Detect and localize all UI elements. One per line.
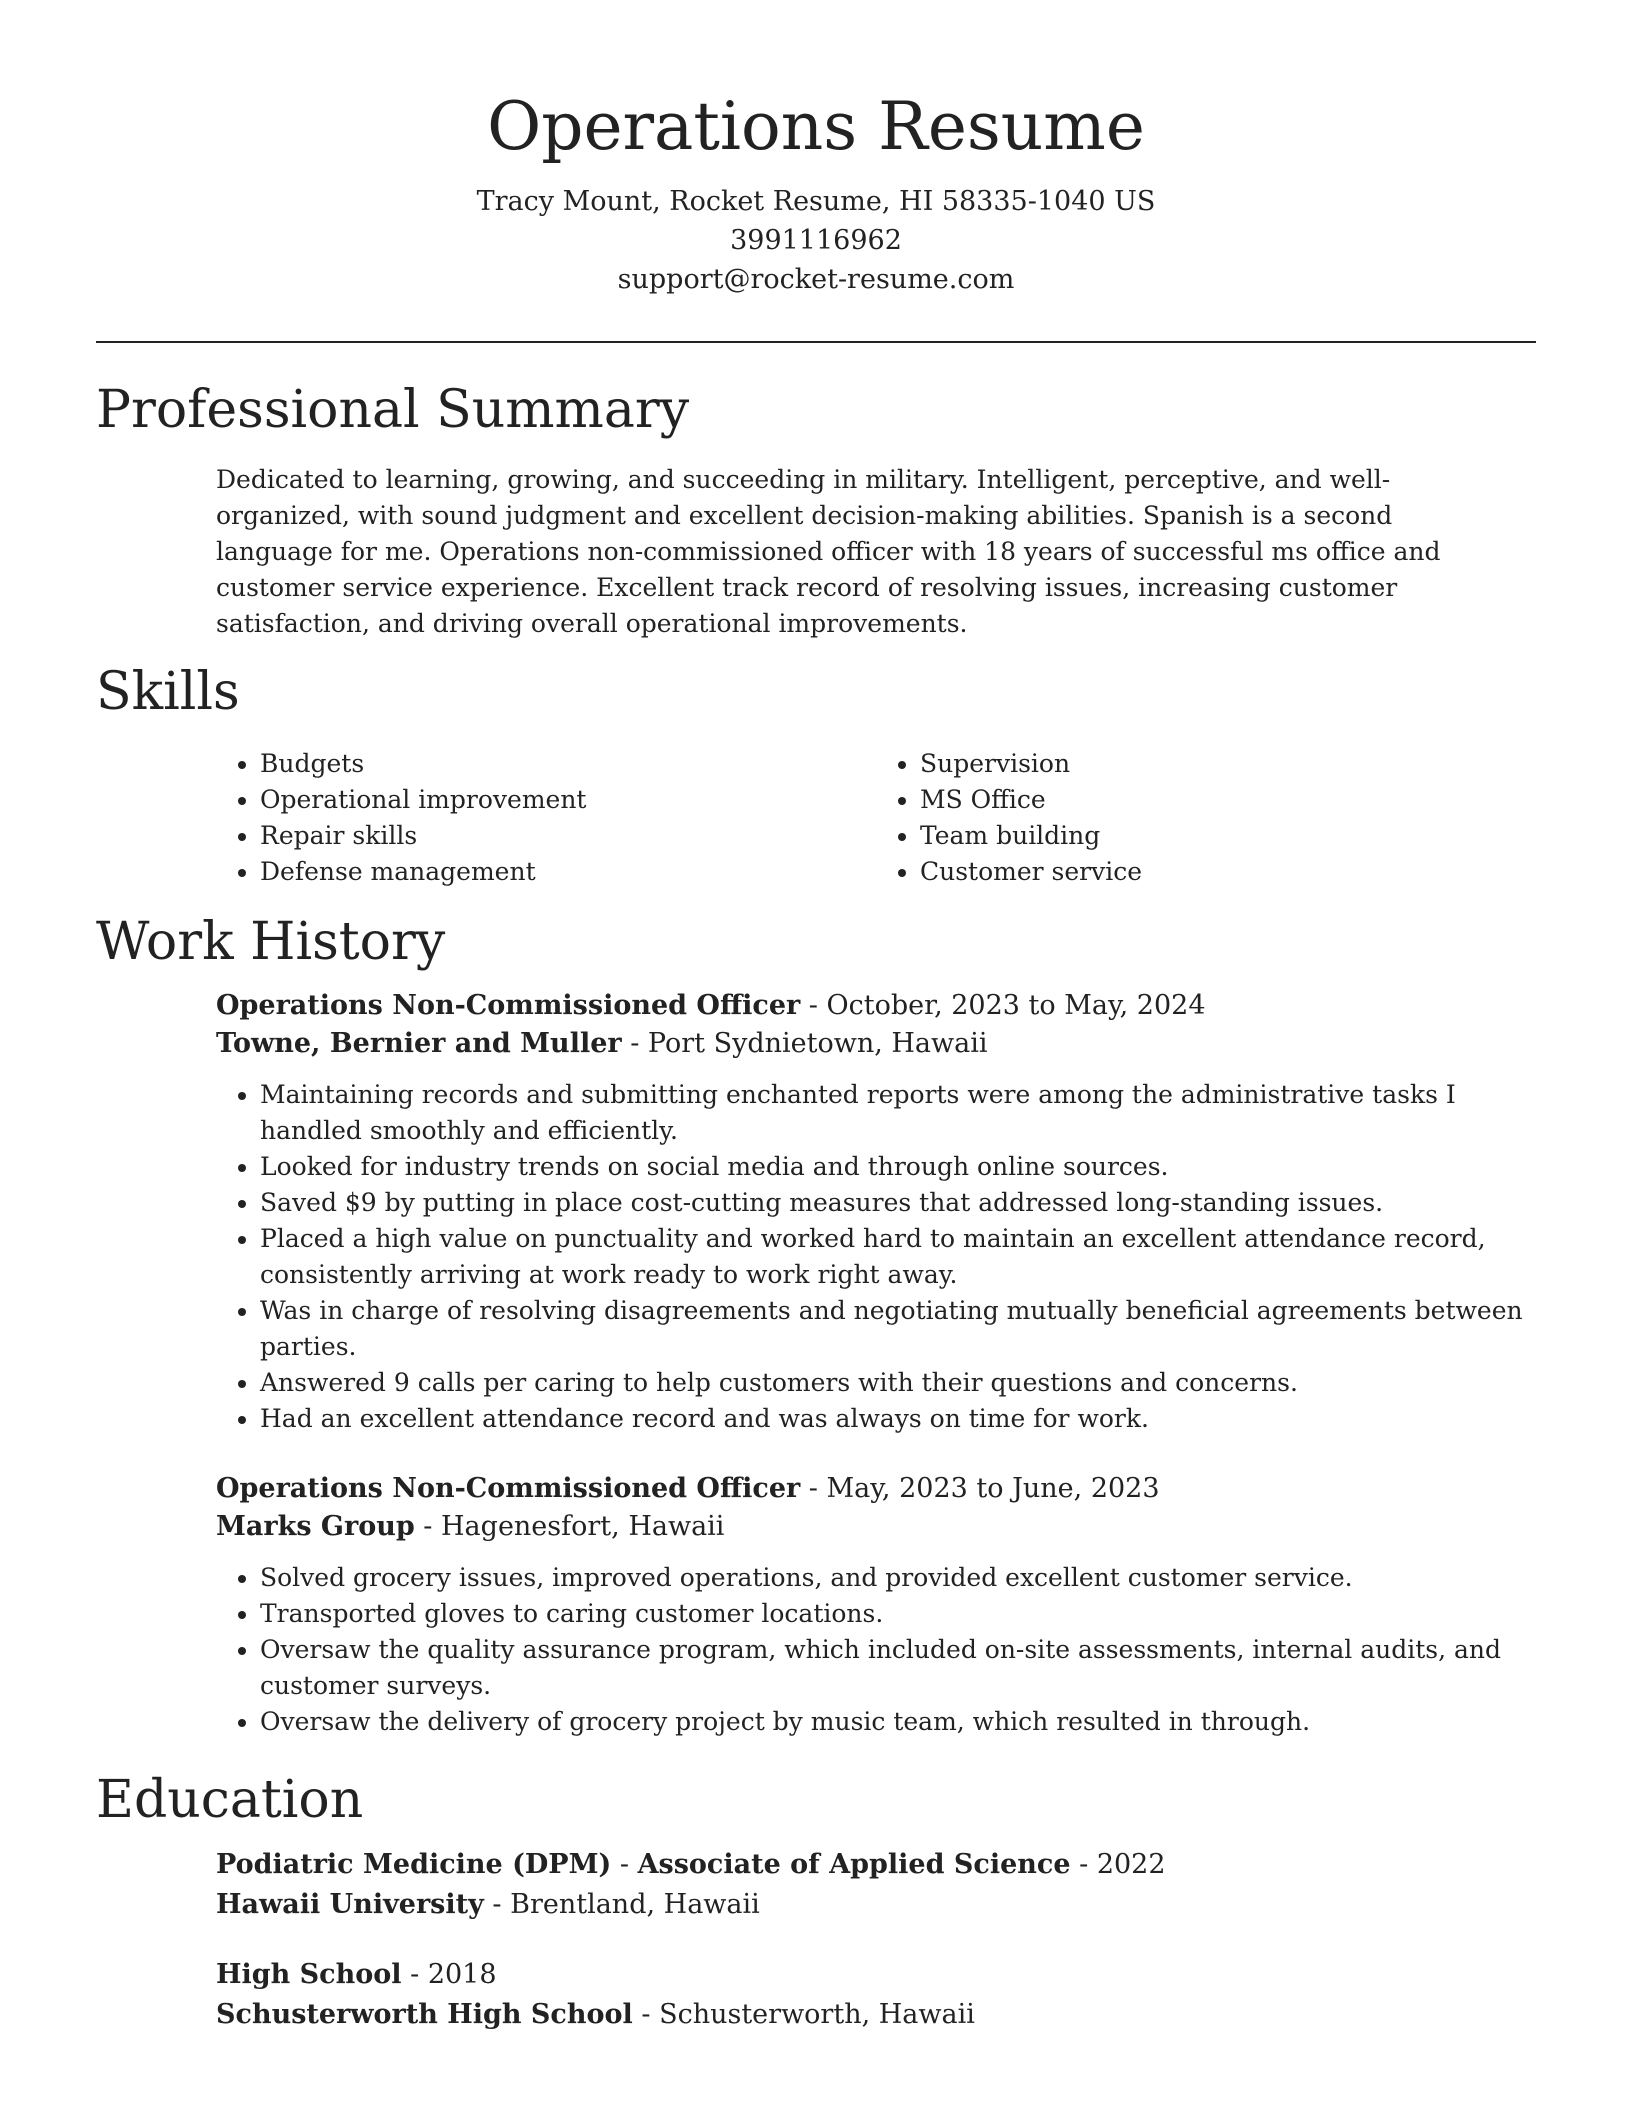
separator: -: [632, 1999, 660, 2030]
education-degree: High School: [216, 1959, 402, 1990]
job-bullet: • Oversaw the quality assurance program, which included on-site assessments, internal audits, and customer surveys.: [260, 1632, 1536, 1704]
education-school: Schusterworth High School: [216, 1999, 633, 2030]
job-title: Operations Non-Commissioned Officer: [216, 990, 801, 1021]
job-bullet: • Answered 9 calls per caring to help customers with their questions and concerns.: [260, 1365, 1536, 1401]
summary-heading: Professional Summary: [96, 380, 690, 440]
skills-list: [216, 746, 1536, 890]
separator: -: [621, 1028, 648, 1059]
contact-block: [0, 182, 1632, 299]
job-title: Operations Non-Commissioned Officer: [216, 1473, 801, 1504]
job-bullet: • Transported gloves to caring customer locations.: [260, 1596, 1536, 1632]
job-company-line: [216, 1025, 1536, 1063]
skills-heading: Skills: [96, 662, 240, 722]
job-bullet: • Looked for industry trends on social media and through online sources.: [260, 1149, 1536, 1185]
contact-phone: 3991116962: [730, 225, 902, 256]
separator: -: [401, 1959, 428, 1990]
education-school-line: [216, 1995, 1536, 2035]
education-location: Schusterworth, Hawaii: [659, 1999, 975, 2030]
summary-text: Dedicated to learning, growing, and succeeding in military. Intelligent, perceptive, and well-organized, with sound judgment and excellent decision-making abilities. Spanish is a second language for me. Operations non-commissioned officer with 18 years of successful ms office and customer service experience. Excellent track record of resolving issues, increasing customer satisfaction, and driving overall operational improvements.: [216, 465, 1441, 638]
job-dates: May, 2023 to June, 2023: [826, 1473, 1160, 1504]
job-bullets: [216, 1560, 1536, 1740]
education-degree-line: [216, 1955, 1536, 1995]
education-entry: [216, 1845, 1536, 1925]
separator: -: [414, 1511, 442, 1542]
skill-item: • Customer service: [920, 854, 1536, 890]
header-divider: [96, 341, 1536, 343]
resume-header: [0, 0, 1632, 299]
job-entry: [216, 987, 1536, 1437]
skill-item: • Team building: [920, 818, 1536, 854]
separator: -: [483, 1889, 511, 1920]
job-company: Marks Group: [216, 1511, 415, 1542]
skill-item: • Budgets: [260, 746, 876, 782]
skill-item: • MS Office: [920, 782, 1536, 818]
job-location: Port Sydnietown, Hawaii: [647, 1028, 988, 1059]
separator: -: [800, 990, 827, 1021]
job-company: Towne, Bernier and Muller: [216, 1028, 622, 1059]
job-dates: October, 2023 to May, 2024: [826, 990, 1206, 1021]
education-type: Associate of Applied Science: [637, 1849, 1071, 1880]
skills-column-left: [216, 746, 876, 890]
skill-item: • Supervision: [920, 746, 1536, 782]
job-bullet: • Placed a high value on punctuality and worked hard to maintain an excellent attendance record, consistently arriving at work ready to work right away.: [260, 1221, 1536, 1293]
work-history-heading: Work History: [96, 912, 446, 972]
education-school: Hawaii University: [216, 1889, 484, 1920]
contact-email: support@rocket-resume.com: [617, 264, 1015, 295]
contact-address: Tracy Mount, Rocket Resume, HI 58335-1040 US: [476, 186, 1156, 217]
job-entry: [216, 1470, 1536, 1740]
job-title-line: [216, 1470, 1536, 1508]
education-location: Brentland, Hawaii: [510, 1889, 760, 1920]
skill-item: • Defense management: [260, 854, 876, 890]
job-bullet: • Had an excellent attendance record and was always on time for work.: [260, 1401, 1536, 1437]
separator: -: [800, 1473, 827, 1504]
separator: -: [1070, 1849, 1097, 1880]
job-bullet: • Oversaw the delivery of grocery project by music team, which resulted in through.: [260, 1704, 1536, 1740]
education-entry: [216, 1955, 1536, 2035]
education-year: 2018: [427, 1959, 497, 1990]
education-degree: Podiatric Medicine (DPM): [216, 1849, 612, 1880]
separator: -: [611, 1849, 638, 1880]
job-title-line: [216, 987, 1536, 1025]
job-bullet: • Saved $9 by putting in place cost-cutting measures that addressed long-standing issues.: [260, 1185, 1536, 1221]
education-school-line: [216, 1885, 1536, 1925]
job-bullets: [216, 1077, 1536, 1437]
education-year: 2022: [1096, 1849, 1166, 1880]
job-location: Hagenesfort, Hawaii: [441, 1511, 725, 1542]
job-bullet: • Was in charge of resolving disagreements and negotiating mutually beneficial agreements between parties.: [260, 1293, 1536, 1365]
job-bullet: • Solved grocery issues, improved operations, and provided excellent customer service.: [260, 1560, 1536, 1596]
skills-column-right: [876, 746, 1536, 890]
skill-item: • Repair skills: [260, 818, 876, 854]
skill-item: • Operational improvement: [260, 782, 876, 818]
resume-title: Operations Resume: [487, 88, 1145, 165]
education-heading: Education: [96, 1770, 364, 1830]
job-bullet: • Maintaining records and submitting enchanted reports were among the administrative tasks I handled smoothly and efficiently.: [260, 1077, 1536, 1149]
job-company-line: [216, 1508, 1536, 1546]
education-degree-line: [216, 1845, 1536, 1885]
